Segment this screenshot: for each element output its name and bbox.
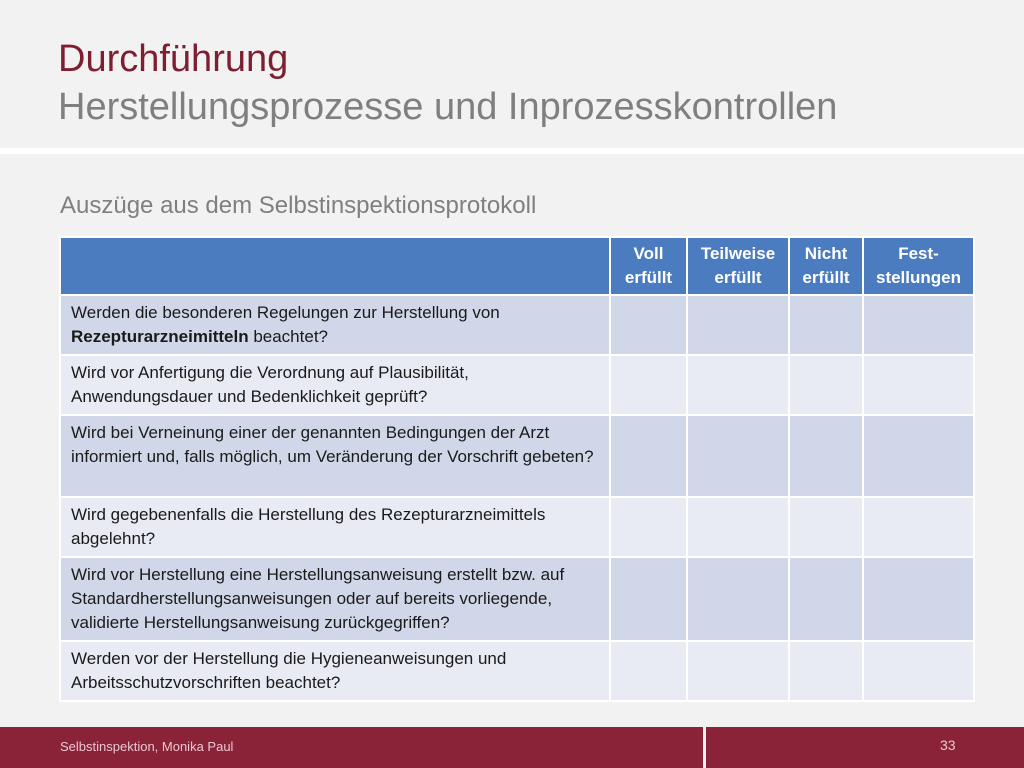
answer-cell-feststellungen[interactable]: [863, 415, 974, 497]
answer-cell-feststellungen[interactable]: [863, 295, 974, 355]
slide-subtitle: Herstellungsprozesse und Inprozesskontrollen: [58, 86, 838, 128]
question-cell: Wird bei Verneinung einer der genannten Bedingungen der Arzt informiert und, falls möglich, um Veränderung der Vorschrift gebeten?: [60, 415, 610, 497]
answer-cell-nicht[interactable]: [789, 497, 863, 557]
header-cell-teilweise-erfuellt: Teilweise erfüllt: [687, 237, 789, 295]
question-cell: Wird gegebenenfalls die Herstellung des Rezepturarzneimittels abgelehnt?: [60, 497, 610, 557]
answer-cell-voll[interactable]: [610, 641, 687, 701]
answer-cell-teilweise[interactable]: [687, 295, 789, 355]
section-title: Auszüge aus dem Selbstinspektionsprotokoll: [60, 192, 537, 219]
table-row: [60, 415, 974, 497]
table-row: [60, 355, 974, 415]
slide-title: Durchführung: [58, 38, 289, 80]
header-cell-nicht-erfuellt: Nicht erfüllt: [789, 237, 863, 295]
slide-footer: [0, 727, 1024, 768]
question-cell: Werden vor der Herstellung die Hygieneanweisungen und Arbeitsschutzvorschriften beachtet?: [60, 641, 610, 701]
answer-cell-teilweise[interactable]: [687, 641, 789, 701]
question-cell: Wird vor Herstellung eine Herstellungsanweisung erstellt bzw. auf Standardherstellungsanweisungen oder auf bereits vorliegende, validierte Herstellungsanweisung zurückgegriffen?: [60, 557, 610, 641]
answer-cell-teilweise[interactable]: [687, 557, 789, 641]
footer-author: Selbstinspektion, Monika Paul: [60, 739, 234, 754]
header-cell-voll-erfuellt: Voll erfüllt: [610, 237, 687, 295]
answer-cell-feststellungen[interactable]: [863, 557, 974, 641]
answer-cell-feststellungen[interactable]: [863, 497, 974, 557]
answer-cell-teilweise[interactable]: [687, 497, 789, 557]
answer-cell-nicht[interactable]: [789, 295, 863, 355]
table-row: [60, 641, 974, 701]
slide-header: [0, 0, 1024, 148]
answer-cell-voll[interactable]: [610, 355, 687, 415]
answer-cell-feststellungen[interactable]: [863, 355, 974, 415]
answer-cell-voll[interactable]: [610, 557, 687, 641]
table-header-row: [60, 237, 974, 295]
table-row: [60, 295, 974, 355]
answer-cell-nicht[interactable]: [789, 355, 863, 415]
answer-cell-voll[interactable]: [610, 497, 687, 557]
header-cell-feststellungen: Fest- stellungen: [863, 237, 974, 295]
table-row: [60, 497, 974, 557]
answer-cell-teilweise[interactable]: [687, 415, 789, 497]
question-cell: Werden die besonderen Regelungen zur Herstellung von Rezepturarzneimitteln beachtet?: [60, 295, 610, 355]
header-divider: [0, 148, 1024, 154]
table-row: [60, 557, 974, 641]
question-cell: Wird vor Anfertigung die Verordnung auf Plausibilität, Anwendungsdauer und Bedenklichkeit geprüft?: [60, 355, 610, 415]
answer-cell-voll[interactable]: [610, 295, 687, 355]
answer-cell-nicht[interactable]: [789, 557, 863, 641]
footer-divider: [703, 727, 706, 768]
answer-cell-nicht[interactable]: [789, 641, 863, 701]
header-cell-question: [60, 237, 610, 295]
answer-cell-nicht[interactable]: [789, 415, 863, 497]
answer-cell-teilweise[interactable]: [687, 355, 789, 415]
answer-cell-voll[interactable]: [610, 415, 687, 497]
answer-cell-feststellungen[interactable]: [863, 641, 974, 701]
inspection-table: [59, 236, 975, 702]
page-number: 33: [940, 737, 956, 753]
